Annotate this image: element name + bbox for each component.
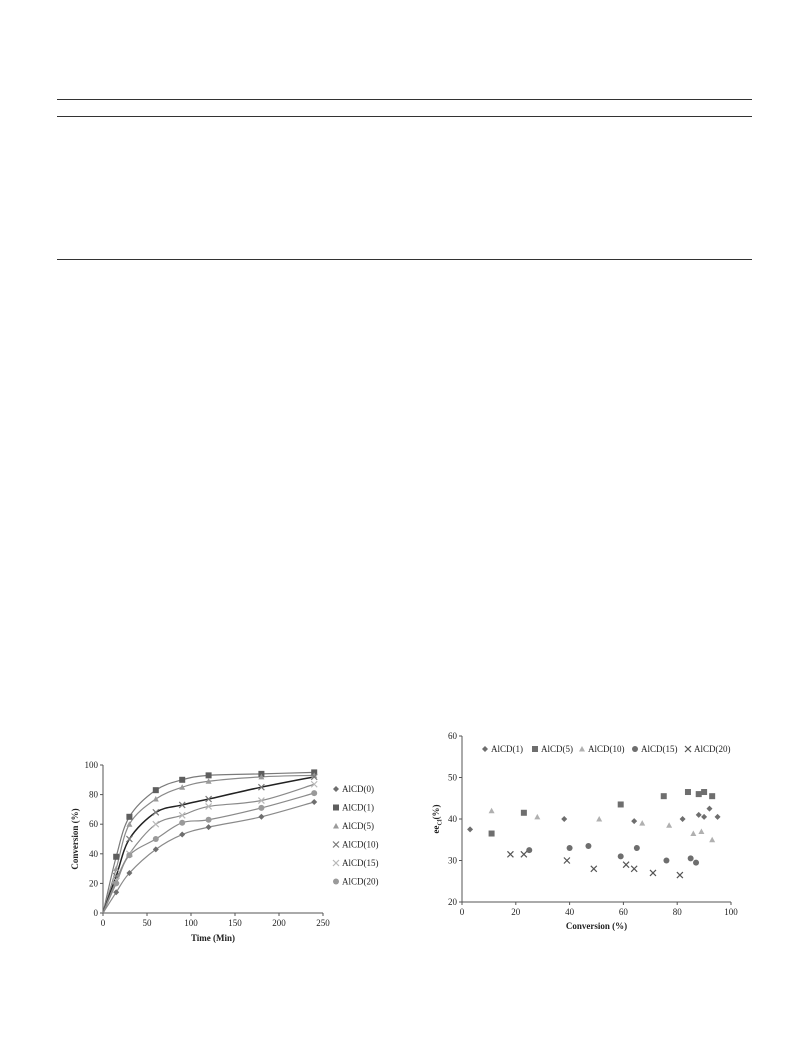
x-tick-label: 20 xyxy=(511,907,521,917)
data-point xyxy=(521,851,527,857)
data-point xyxy=(153,821,159,827)
x-tick-label: 100 xyxy=(184,918,198,928)
legend-marker xyxy=(482,746,488,752)
data-point xyxy=(113,880,119,886)
legend-marker xyxy=(333,823,339,829)
y-axis-title-suffix: (%) xyxy=(431,804,441,820)
legend-label: AlCD(0) xyxy=(342,784,374,794)
data-point xyxy=(258,805,264,811)
fit-curve xyxy=(103,777,314,913)
data-point xyxy=(690,831,696,837)
data-point xyxy=(153,809,159,815)
data-point xyxy=(634,845,640,851)
y-tick-label: 40 xyxy=(448,814,457,824)
top-rule xyxy=(57,99,752,100)
data-point xyxy=(631,866,637,872)
data-point xyxy=(701,789,707,795)
data-point xyxy=(153,787,159,793)
data-point xyxy=(521,810,527,816)
data-point xyxy=(526,847,532,853)
data-point xyxy=(661,793,667,799)
data-point xyxy=(663,858,669,864)
x-tick-label: 80 xyxy=(672,907,682,917)
data-point xyxy=(666,822,672,828)
data-point xyxy=(153,836,159,842)
y-tick-label: 20 xyxy=(448,897,457,907)
legend-label: AlCD(10) xyxy=(588,744,625,754)
legend-marker xyxy=(333,860,339,866)
x-tick-label: 0 xyxy=(459,907,465,917)
legend-label: AlCD(20) xyxy=(342,876,379,887)
data-point xyxy=(179,777,185,783)
header-rule xyxy=(57,116,752,117)
legend-marker xyxy=(632,746,638,752)
data-point xyxy=(179,832,185,838)
data-point xyxy=(677,872,683,878)
data-point xyxy=(639,820,645,826)
data-point xyxy=(715,814,721,820)
data-point xyxy=(507,851,513,857)
data-point xyxy=(467,826,473,832)
data-point xyxy=(685,789,691,795)
data-point xyxy=(126,814,132,820)
x-axis-title: Time (Min) xyxy=(190,933,236,943)
y-tick-label: 100 xyxy=(84,760,98,770)
legend-label: AlCD(5) xyxy=(541,744,573,754)
y-tick-label: 60 xyxy=(89,819,98,830)
data-point xyxy=(596,816,602,822)
data-point xyxy=(618,801,624,807)
x-axis-title: Conversion (%) xyxy=(565,921,628,931)
data-point xyxy=(179,812,185,818)
data-point xyxy=(623,862,629,868)
x-tick-label: 150 xyxy=(228,918,242,928)
data-point xyxy=(311,790,317,796)
data-point xyxy=(113,889,119,895)
legend-marker xyxy=(333,786,339,792)
data-point xyxy=(693,860,699,866)
legend-label: AlCD(20) xyxy=(694,744,731,754)
y-tick-label: 40 xyxy=(89,848,98,859)
bottom-rule xyxy=(57,259,752,260)
data-point xyxy=(179,820,185,826)
x-tick-label: 50 xyxy=(142,918,152,928)
y-axis-title xyxy=(431,805,444,834)
data-point xyxy=(126,836,132,842)
data-point xyxy=(206,817,212,823)
x-tick-label: 40 xyxy=(565,907,575,917)
data-point xyxy=(311,799,317,805)
data-point xyxy=(709,793,715,799)
data-point xyxy=(650,870,656,876)
data-point xyxy=(126,852,132,858)
legend-marker xyxy=(333,842,339,848)
y-axis-title-subscript: Cl xyxy=(437,819,444,826)
data-point xyxy=(206,772,212,778)
data-point xyxy=(618,853,624,859)
fit-curve xyxy=(103,784,314,913)
data-point xyxy=(489,808,495,814)
legend-label: AlCD(5) xyxy=(342,821,374,831)
y-tick-label: 30 xyxy=(448,855,457,866)
data-point xyxy=(680,816,686,822)
legend-marker xyxy=(685,746,691,752)
data-point xyxy=(534,814,540,820)
data-point xyxy=(258,814,264,820)
x-tick-label: 250 xyxy=(316,918,330,928)
legend-marker xyxy=(579,746,585,752)
x-tick-label: 60 xyxy=(618,907,628,917)
fit-curve xyxy=(103,772,314,913)
y-tick-label: 20 xyxy=(89,878,98,889)
y-axis-title: Conversion (%) xyxy=(70,808,80,870)
data-point xyxy=(706,806,712,812)
x-tick-label: 100 xyxy=(724,907,738,917)
data-point xyxy=(591,866,597,872)
legend-label: AlCD(1) xyxy=(342,802,374,813)
legend-marker xyxy=(333,805,339,811)
y-tick-label: 80 xyxy=(89,789,98,800)
y-tick-label: 0 xyxy=(93,908,98,918)
conversion-vs-time-chart xyxy=(60,755,379,955)
fit-curve xyxy=(103,775,314,913)
x-tick-label: 0 xyxy=(100,918,106,928)
legend-marker xyxy=(532,746,538,752)
data-point xyxy=(696,812,702,818)
data-point xyxy=(113,854,119,860)
legend-label: AlCD(15) xyxy=(342,858,379,868)
ee-vs-conversion-chart xyxy=(425,725,745,945)
data-point xyxy=(696,791,702,797)
y-axis-title-main: ee xyxy=(431,825,441,834)
data-point xyxy=(698,828,704,834)
data-point xyxy=(561,816,567,822)
legend-label: AlCD(1) xyxy=(491,744,523,754)
data-point xyxy=(206,824,212,830)
y-tick-label: 50 xyxy=(448,772,457,783)
data-point xyxy=(701,814,707,820)
y-tick-label: 60 xyxy=(448,731,457,741)
legend-label: AlCD(10) xyxy=(342,839,379,850)
data-point xyxy=(489,831,495,837)
data-point xyxy=(311,781,317,787)
data-point xyxy=(153,796,159,802)
data-point xyxy=(631,818,637,824)
data-point xyxy=(709,837,715,843)
x-tick-label: 200 xyxy=(272,918,286,928)
data-point xyxy=(567,845,573,851)
legend-label: AlCD(15) xyxy=(641,744,678,754)
data-point xyxy=(688,855,694,861)
data-point xyxy=(564,858,570,864)
data-point xyxy=(585,843,591,849)
legend-marker xyxy=(333,879,339,885)
